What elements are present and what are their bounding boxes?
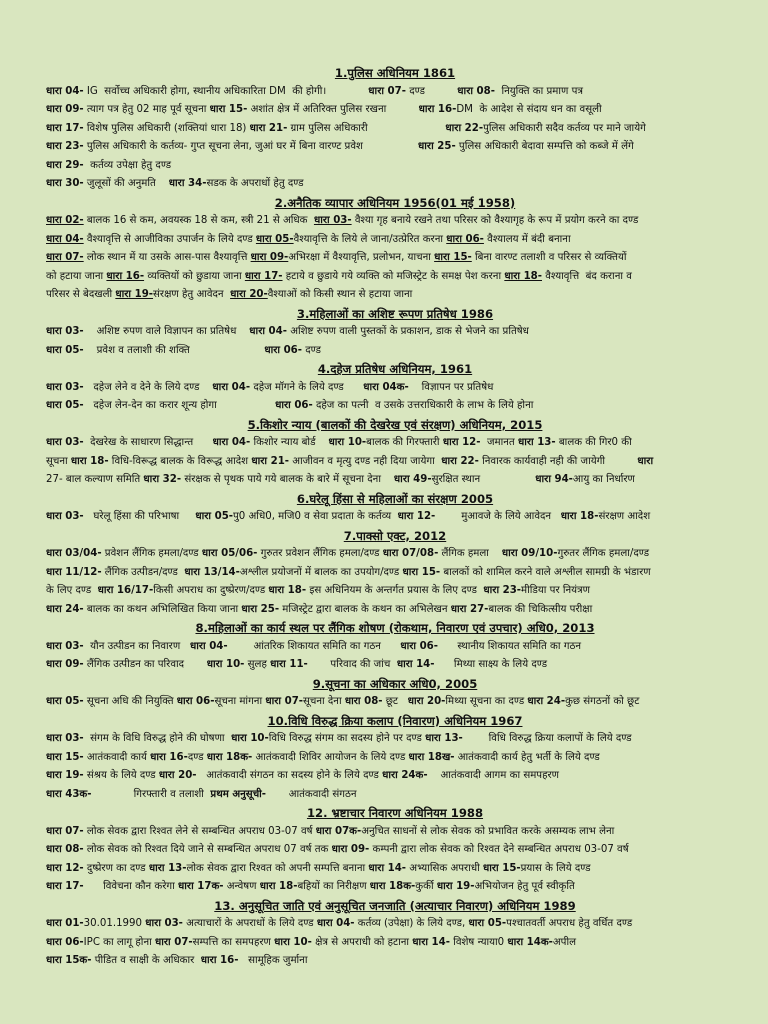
section-number: धारा 07-	[265, 696, 304, 707]
line-text: प्रवेश व तलाशी की शक्ति	[83, 344, 265, 356]
section-line	[46, 120, 744, 139]
section-line	[46, 397, 744, 416]
line-text: मीडिया पर नियंत्रण	[521, 585, 591, 596]
line-text: वैश्यालय में बंदी बनाना	[483, 233, 571, 245]
section-line	[46, 175, 744, 194]
line-text: बालक की गिर0 की	[555, 437, 632, 448]
section-number: धारा 18-	[560, 511, 599, 522]
section-number: धारा 07-	[368, 85, 406, 97]
section-number: धारा 32-	[143, 474, 182, 485]
section-number: धारा 05-	[46, 400, 84, 411]
section-number: धारा 05-	[195, 511, 234, 522]
section-line	[46, 212, 744, 231]
line-text: लोक सेवक द्वारा रिश्वत को अपनी सम्पत्ति बनाना	[186, 862, 369, 874]
section-heading: 4.दहेज प्रतिषेध अधिनियम, 1961	[317, 362, 473, 376]
line-text: हटाये व छुडाये गये व्यक्ति को मजिस्ट्रेट के समक्ष पेश करना	[282, 270, 505, 282]
section-line	[46, 138, 744, 157]
line-text: दुष्प्रेरण का दण्ड	[83, 862, 149, 874]
line-text: वैश्यावृत्ति बंद कराना व	[542, 270, 632, 282]
section-line	[46, 157, 744, 176]
section-line	[46, 342, 744, 361]
section-number: धारा 04-	[212, 437, 251, 448]
section-line	[46, 582, 744, 601]
section-line	[46, 268, 744, 287]
line-text: वैश्यावृत्ति से आजीविका उपार्जन के लिये दण्ड	[83, 233, 256, 245]
section-number: धारा 16-	[150, 751, 188, 763]
line-text: अत्याचारों के अपराधों के लिये दण्ड	[182, 918, 317, 929]
section-line	[46, 323, 744, 342]
section-number: धारा 20-	[158, 770, 197, 781]
line-text: व्यक्तियों को छुडाया जाना	[144, 270, 245, 282]
section-number: धारा 09-	[250, 252, 289, 263]
section-number: धारा 07-	[46, 825, 84, 837]
line-text: लैंगिक उत्पीडन/दण्ड	[101, 566, 185, 578]
line-text: प्रवेशन लैंगिक हमला/दण्ड	[101, 548, 202, 559]
line-text: क्षेत्र से अपराधी को हटाना	[311, 936, 413, 948]
section-number: धारा 20-	[230, 289, 268, 300]
line-text: विशेष पुलिस अधिकारी (शक्तियां धारा 18)	[83, 122, 250, 134]
section-number: धारा 13-	[425, 733, 463, 744]
section-number: धारा 49-	[393, 474, 432, 485]
section-number: धारा 22-	[445, 122, 484, 134]
line-text: बालक 16 से कम, अवयस्क 18 से कम, स्त्री 21 से अधिक	[83, 215, 314, 226]
section-number: धारा 03-	[46, 381, 84, 393]
section-number: धारा 30-	[46, 178, 84, 189]
section-number: धारा 25-	[241, 603, 280, 615]
section-number: धारा 18-	[259, 881, 298, 892]
line-text: अभिरक्षा में वैश्यावृत्ति, प्रलोभन, याचना	[288, 252, 435, 263]
section-line	[46, 693, 744, 712]
section-number: धारा 16-	[200, 955, 239, 966]
section-number: धारा 14-	[412, 936, 450, 948]
section-heading: 1.पुलिस अधिनियम 1861	[334, 66, 456, 80]
section-number: धारा 18ख-	[408, 751, 455, 763]
line-text: कुर्की	[415, 881, 437, 892]
section-number: धारा 15-	[402, 566, 441, 578]
section-number: धारा 14-	[368, 862, 407, 874]
section-number: धारा 07-	[154, 936, 193, 948]
line-text: विज्ञापन पर प्रतिषेध	[408, 381, 494, 393]
line-text: पु0 अधि0, मजि0 व सेवा प्रदाता के कर्तव्य	[233, 511, 398, 522]
section-number: धारा 18-	[504, 270, 542, 282]
section-number: धारा 17क-	[178, 881, 224, 892]
section-line	[46, 767, 744, 786]
section-number: धारा 21-	[251, 455, 290, 467]
line-text: बालक की गिरफ्तारी	[366, 437, 443, 448]
section-number: धारा 03-	[46, 326, 84, 337]
section-number: धारा 23-	[483, 585, 522, 596]
line-text: बालक की चिकित्सीय परीक्षा	[488, 603, 593, 615]
line-text: दण्ड	[187, 751, 207, 763]
section-number: धारा 01-	[46, 918, 84, 929]
line-text: अशांत क्षेत्र में अतिरिक्त पुलिस रखना	[247, 104, 419, 115]
line-text: अभियोजन हेतु पूर्व स्वीकृति	[474, 881, 575, 892]
section-number: धारा 05-	[46, 344, 84, 356]
section-line	[46, 823, 744, 842]
line-text: जुलूसों की अनुमति	[83, 178, 169, 189]
section-line	[46, 730, 744, 749]
section-number: धारा 16/17-	[97, 585, 154, 596]
line-text: देखरेख के साधारण सिद्धान्त	[83, 437, 213, 448]
section-number: धारा 14क-	[507, 936, 553, 948]
section-line	[46, 249, 744, 268]
line-text: 27- बाल कल्याण समिति	[46, 474, 144, 485]
section-heading: 9.सूचना का अधिकार अधि0, 2005	[312, 676, 478, 691]
section-number: धारा 06-	[275, 400, 313, 411]
section-line	[46, 453, 744, 472]
line-text: संरक्षक से पृथक पाये गये बालक के बारे में सूचना देना	[181, 474, 394, 485]
section-heading: 3.महिलाओं का अशिष्ट रूपण प्रतिषेध 1986	[296, 306, 494, 321]
section-line	[46, 601, 744, 620]
section-number: धारा 07/08-	[382, 548, 439, 559]
line-text: बिना वारण्ट तलाशी व परिसर से व्यक्तियों	[471, 252, 627, 263]
line-text: मिथ्या सूचना का दण्ड	[445, 696, 528, 707]
line-text: सूचना मांगना	[214, 696, 266, 707]
line-text: लोक स्थान में या उसके आस-पास वैश्यावृत्ति	[83, 252, 251, 263]
section-number: धारा 08-	[46, 844, 84, 855]
section-line	[46, 564, 744, 583]
line-text: बहियों का निरीक्षण	[297, 881, 370, 892]
section-number: धारा 08-	[457, 85, 495, 97]
section-number: धारा 05-	[255, 233, 294, 245]
section-number: धारा 06-	[446, 233, 484, 245]
section-number: धारा 16-	[418, 104, 457, 115]
line-text: सडक के अपराधों हेतु दण्ड	[206, 178, 304, 189]
line-text: पुलिस अधिकारी के कर्तव्य- गुप्त सूचना लेना, जुआं घर में बिना वारण्ट प्रवेश	[83, 141, 419, 152]
line-text: वैश्याओं को किसी स्थान से हटाया जाना	[267, 289, 413, 300]
line-text: आजीवन व मृत्यु दण्ड नही दिया जायेगा	[289, 455, 442, 467]
line-text: 30.01.1990	[83, 918, 146, 929]
section-heading: 12. भ्रष्टाचार निवारण अधिनियम 1988	[306, 806, 484, 820]
section-number: धारा 04-	[316, 918, 355, 929]
line-text: IG सर्वोच्च अधिकारी होगा, स्थानीय अधिकारिता DM की होगी।	[83, 85, 369, 97]
section-number: धारा 12-	[397, 511, 436, 522]
line-text: आंतरिक शिकायत समिति का गठन	[227, 640, 401, 652]
line-text: दण्ड	[302, 344, 321, 356]
section-number: धारा 15-	[46, 751, 84, 763]
section-number: धारा 06-	[400, 640, 438, 652]
line-text: किसी अपराध का दुष्प्रेरण/दण्ड	[153, 585, 269, 596]
line-text: यौन उत्पीडन का निवारण	[83, 640, 190, 652]
section-line	[46, 934, 744, 953]
section-number: धारा 43क-	[46, 788, 92, 800]
section-number: धारा 06-	[46, 936, 84, 948]
section-number: धारा 16-	[106, 270, 145, 282]
section-number: धारा 12-	[442, 437, 481, 448]
line-text: विधि विरुद्ध क्रिया कलापों के लिये दण्ड	[462, 733, 632, 744]
section-number: धारा 03-	[313, 215, 352, 226]
section-line	[46, 286, 744, 305]
section-number: धारा 11-	[270, 659, 308, 670]
section-number: धारा 03-	[46, 511, 84, 522]
section-line	[46, 471, 744, 490]
line-text: पश्चातवर्ती अपराध हेतु वर्धित दण्ड	[506, 918, 633, 929]
section-number: धारा 02-	[46, 215, 84, 226]
section-number: धारा 09-	[46, 104, 84, 115]
section-number: धारा 19-	[115, 289, 154, 300]
section-number: धारा 04क-	[363, 381, 409, 393]
section-number: धारा 24क-	[382, 770, 428, 781]
line-text: सुलह	[244, 659, 271, 670]
line-text: दहेज लेने व देने के लिये दण्ड	[83, 381, 213, 393]
line-text: सुरक्षित स्थान	[431, 474, 536, 485]
section-line	[46, 101, 744, 120]
section-number: धारा 10-	[206, 659, 245, 670]
section-number: धारा 29-	[46, 159, 84, 171]
section-number: धारा 09-	[331, 844, 370, 855]
section-number: धारा 23-	[46, 141, 84, 152]
line-text: अन्वेषण	[223, 881, 260, 892]
line-text: पुलिस अधिकारी सदैव कर्तव्य पर माने जायेगे	[483, 122, 646, 134]
line-text: लैंगिक हमला	[438, 548, 502, 559]
section-number: धारा 24-	[527, 696, 566, 707]
section-heading: 7.पाक्सो एक्ट, 2012	[343, 528, 447, 543]
line-text: बालकों को शामिल करने वाले अश्लील सामग्री के भंडारण	[440, 566, 651, 578]
line-text: संरक्षण आदेश	[598, 511, 651, 522]
section-number: धारा 03-	[46, 733, 84, 744]
line-text: विधि विरुद्ध संगम का सदस्य होने पर दण्ड	[268, 733, 426, 744]
line-text: संगम के विधि विरुद्ध होने की घोषणा	[83, 733, 232, 744]
section-line	[46, 656, 744, 675]
section-number: धारा 07-	[46, 252, 84, 263]
section-number: धारा 04-	[189, 640, 228, 652]
section-line	[46, 952, 744, 971]
line-text: अभ्यासिक अपराधी	[406, 862, 483, 874]
section-number: धारा 13-	[517, 437, 556, 448]
line-text: आतंकवादी संगठन	[266, 788, 357, 800]
section-number: धारा 12-	[46, 862, 84, 874]
section-number: धारा 07क-	[315, 825, 362, 837]
line-text: सम्पत्ति का समपहरण	[192, 936, 275, 948]
line-text: कम्पनी द्वारा लोक सेवक को रिश्वत देने सम्बन्धित अपराध 03-07 वर्ष	[369, 844, 629, 855]
line-text: गुरुतर लैंगिक हमला/दण्ड	[557, 548, 650, 559]
line-text: वैश्यावृत्ति के लिये ले जाना/उत्प्रेरित करना	[293, 233, 447, 245]
line-text: अपील	[552, 936, 577, 948]
section-line	[46, 434, 744, 453]
section-number: धारा 13/14-	[184, 566, 240, 578]
line-text: दहेज लेन-देन का करार शून्य होगा	[83, 400, 276, 411]
section-number: धारा 03-	[46, 437, 84, 448]
line-text: गुरुतर प्रवेशन लैंगिक हमला/दण्ड	[257, 548, 383, 559]
section-heading: 6.घरेलू हिंसा से महिलाओं का संरक्षण 2005	[296, 491, 494, 506]
section-number: धारा 18क-	[369, 881, 416, 892]
section-number: धारा 24-	[46, 603, 84, 615]
section-number: धारा 18-	[70, 455, 109, 467]
section-number: धारा 11/12-	[46, 566, 102, 578]
line-text: IPC का लागू होना	[83, 936, 155, 948]
line-text: अशिष्ट रुपण वाले विज्ञापन का प्रतिषेध	[83, 326, 250, 337]
section-number: धारा 09/10-	[501, 548, 558, 559]
section-number: धारा 10-	[231, 733, 269, 744]
line-text: घरेलू हिंसा की परिभाषा	[83, 511, 196, 522]
line-text: कुछ संगठनों को छूट	[565, 696, 640, 707]
line-text: कर्तव्य उपेक्षा हेतु दण्ड	[83, 159, 172, 171]
line-text: अशिष्ट रुपण वाली पुस्तकों के प्रकाशन, डाक से भेजने का प्रतिषेध	[286, 326, 529, 337]
section-number: धारा 17-	[46, 122, 84, 134]
section-number: धारा 15-	[482, 862, 521, 874]
section-number: धारा 18क-	[206, 751, 253, 763]
section-heading: 2.अनैतिक व्यापार अधिनियम 1956(01 मई 1958)	[274, 195, 516, 210]
section-number: धारा 25-	[418, 141, 456, 152]
section-heading: 10.विधि विरुद्ध क्रिया कलाप (निवारण) अधिनियम 1967	[267, 713, 523, 728]
line-text: को हटाया जाना	[46, 270, 107, 282]
line-text: परिवाद की जांच	[307, 659, 397, 670]
section-number: धारा 17-	[46, 881, 84, 892]
section-number: धारा 10-	[328, 437, 367, 448]
section-number: धारा 06-	[264, 344, 302, 356]
line-text: आतंकवादी आगम का समपहरण	[427, 770, 560, 781]
section-number: धारा 05/06-	[201, 548, 258, 559]
section-number: धारा 14-	[396, 659, 435, 670]
section-number: धारा 13-	[148, 862, 187, 874]
line-text: DM के आदेश से संदाय धन का वसूली	[456, 104, 602, 115]
line-text: अश्लील प्रयोजनों में बालक का उपयोग/दण्ड	[239, 566, 403, 578]
line-text: विशेष न्याया0	[449, 936, 508, 948]
section-number: धारा 34-	[168, 178, 207, 189]
section-line	[46, 508, 744, 527]
line-text: गिरफ्तारी व तलाशी	[91, 788, 211, 800]
section-line	[46, 638, 744, 657]
line-text: प्रयास के लिये दण्ड	[520, 862, 591, 874]
section-number: धारा 09-	[46, 659, 84, 670]
line-text: छूट	[382, 696, 408, 707]
line-text: विधि-विरूद्ध बालक के विरूद्ध आदेश	[108, 455, 252, 467]
line-text: किशोर न्याय बोर्ड	[250, 437, 329, 448]
section-number: धारा 10-	[274, 936, 312, 948]
section-number: धारा 08-	[344, 696, 383, 707]
section-number: धारा 19-	[436, 881, 475, 892]
section-number: धारा 20-	[407, 696, 446, 707]
line-text: वैश्या गृह बनाये रखने तथा परिसर को वैश्यागृह के रूप में प्रयोग करने का दण्ड	[351, 215, 639, 226]
section-number: धारा 04-	[46, 85, 84, 97]
line-text: विवेचना कौन करेगा	[83, 881, 179, 892]
line-text: जमानत	[480, 437, 518, 448]
line-text: दहेज का पत्नी व उसके उत्तराधिकारी के लाभ के लिये होना	[312, 400, 534, 411]
section-heading: 8.महिलाओं का कार्य स्थल पर लैंगिक शोषण (रोकथाम, निवारण एवं उपचार) अधि0, 2013	[195, 621, 595, 635]
section-line	[46, 878, 744, 897]
line-text: कर्तव्य (उपेक्षा) के लिये दण्ड,	[354, 918, 469, 929]
section-heading: 5.किशोर न्याय (बालकों की देखरेख एवं संरक्षण) अधिनियम, 2015	[247, 417, 543, 432]
section-number: धारा 19-	[46, 770, 84, 781]
section-number: धारा 03-	[145, 918, 183, 929]
line-text: लोक सेवक को रिश्वत दिये जाने से सम्बन्धित अपराध 07 वर्ष तक	[83, 844, 332, 855]
section-number: धारा 05-	[46, 696, 84, 707]
section-number: धारा 05-	[468, 918, 507, 929]
section-line	[46, 231, 744, 250]
line-text: आतंकवादी संगठन का सदस्य होने के लिये दण्ड	[196, 770, 383, 781]
line-text: बालक का कथन अभिलिखित किया जाना	[83, 603, 242, 615]
line-text: सूचना अधि की नियुक्ति	[83, 696, 177, 707]
section-number: धारा	[637, 455, 654, 467]
section-number: धारा 94-	[535, 474, 573, 485]
section-line	[46, 786, 744, 805]
line-text: संश्रय के लिये दण्ड	[83, 770, 159, 781]
line-text: सामूहिक जुर्माना	[238, 955, 308, 966]
line-text: मुआवजे के लिये आवेदन	[435, 511, 561, 522]
line-text: लैंगिक उत्पीडन का परिवाद	[83, 659, 207, 670]
section-number: धारा 15क-	[46, 955, 92, 966]
section-number: धारा 03/04-	[46, 548, 102, 559]
line-text: त्याग पत्र हेतु 02 माह पूर्व सूचना	[83, 104, 210, 115]
section-number: धारा 04-	[212, 381, 251, 393]
line-text: दण्ड	[405, 85, 458, 97]
section-number: धारा 04-	[46, 233, 84, 245]
section-heading: 13. अनुसूचित जाति एवं अनुसूचित जनजाति (अत्याचार निवारण) अधिनियम 1989	[214, 898, 576, 913]
line-text: स्थानीय शिकायत समिति का गठन	[438, 640, 582, 652]
section-line	[46, 915, 744, 934]
line-text: आतंकवादी शिविर आयोजन के लिये दण्ड	[252, 751, 409, 763]
section-line	[46, 749, 744, 768]
line-text: अनुचित साधनों से लोक सेवक को प्रभावित करके असम्यक लाभ लेना	[361, 825, 615, 837]
line-text: मजिस्ट्रेट द्वारा बालक के कथन का अभिलेखन	[279, 603, 451, 615]
line-text: सूचना देना	[303, 696, 345, 707]
line-text: दहेज मॉगने के लिये दण्ड	[250, 381, 364, 393]
section-number: धारा 22-	[441, 455, 479, 467]
line-text: पुलिस अधिकारी बेदावा सम्पत्ति को कब्जे में लेंगे	[455, 141, 634, 152]
section-number: धारा 04-	[249, 326, 287, 337]
line-text: सूचना	[46, 455, 71, 467]
line-text: नियुक्ति का प्रमाण पत्र	[494, 85, 584, 97]
line-text: मिथ्या साक्ष्य के लिये दण्ड	[434, 659, 548, 670]
section-number: धारा 06-	[176, 696, 215, 707]
line-text: के लिए दण्ड	[46, 585, 98, 596]
line-text: इस अधिनियम के अन्तर्गत प्रयास के लिए दण्ड	[306, 585, 484, 596]
line-text: लोक सेवक द्वारा रिश्वत लेने से सम्बन्धित अपराध 03-07 वर्ष	[83, 825, 316, 837]
section-line	[46, 545, 744, 564]
section-number: धारा 15-	[434, 252, 472, 263]
section-number: धारा 17-	[244, 270, 283, 282]
section-number: धारा 18-	[268, 585, 307, 596]
section-line	[46, 83, 744, 102]
line-text: संरक्षण हेतु आवेदन	[153, 289, 231, 300]
line-text: आयु का निर्धारण	[572, 474, 635, 485]
section-number: धारा 03-	[46, 640, 84, 652]
section-line	[46, 860, 744, 879]
line-text: परिसर से बेदखली	[46, 289, 116, 300]
line-text: निवारक कार्यवाही नही की जायेगी	[478, 455, 638, 467]
section-line	[46, 379, 744, 398]
section-line	[46, 841, 744, 860]
line-text: पीडित व साक्षी के अधिकार	[91, 955, 201, 966]
line-text: आतंकवादी कार्य हेतु भर्ती के लिये दण्ड	[454, 751, 600, 763]
line-text: आतंकवादी कार्य	[83, 751, 151, 763]
section-number: प्रथम अनुसूची-	[210, 788, 267, 800]
line-text: ग्राम पुलिस अधिकारी	[287, 122, 446, 134]
section-number: धारा 27-	[450, 603, 489, 615]
section-number: धारा 15-	[209, 104, 248, 115]
section-number: धारा 21-	[249, 122, 288, 134]
